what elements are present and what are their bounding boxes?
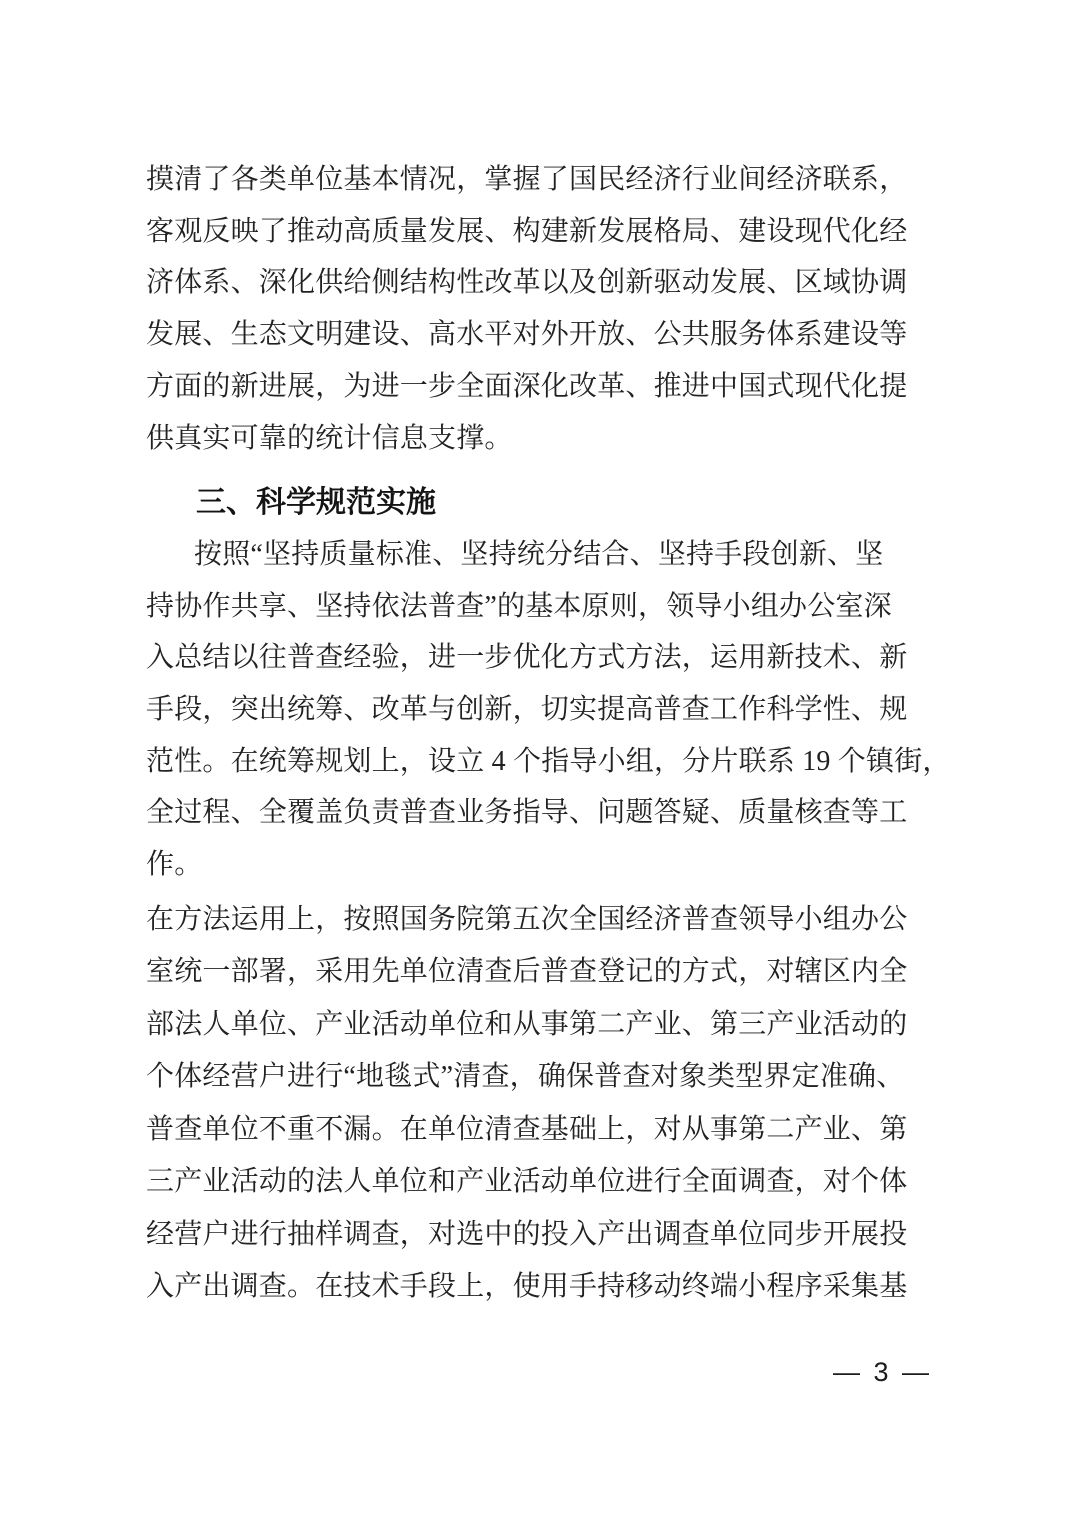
text-line: 济体系、深化供给侧结构性改革以及创新驱动发展、区域协调: [146, 267, 908, 299]
text-line: 摸清了各类单位基本情况，掌握了国民经济行业间经济联系，: [146, 164, 908, 195]
text-line: 按照“坚持质量标准、坚持统分结合、坚持手段创新、坚: [194, 538, 884, 570]
text-line: 入总结以往普查经验，进一步优化方式方法，运用新技术、新: [146, 642, 908, 674]
document-body: [146, 154, 951, 1314]
text-line: 持协作共享、坚持依法普查”的基本原则，领导小组办公室深: [146, 590, 892, 622]
section-heading: 三、科学规范实施: [196, 486, 436, 520]
text-line: 三产业活动的法人单位和产业活动单位进行全面调查，对个体: [146, 1166, 908, 1198]
paragraph-continuation: [146, 154, 938, 464]
paragraph-method-application: [146, 894, 938, 1314]
text-line: 发展、生态文明建设、高水平对外开放、公共服务体系建设等: [146, 319, 908, 351]
text-line: 手段，突出统筹、改革与创新，切实提高普查工作科学性、规: [146, 694, 908, 726]
text-line: 在方法运用上，按照国务院第五次全国经济普查领导小组办公: [146, 903, 908, 935]
text-line: 个体经营户进行“地毯式”清查，确保普查对象类型界定准确、: [146, 1061, 905, 1093]
text-line: 部法人单位、产业活动单位和从事第二产业、第三产业活动的: [146, 1008, 908, 1040]
text-line: 室统一部署，采用先单位清查后普查登记的方式，对辖区内全: [146, 956, 908, 988]
text-line: 范性。在统筹规划上，设立 4 个指导小组，分片联系 19 个镇街，: [146, 745, 951, 777]
text-line: 经营户进行抽样调查，对选中的投入产出调查单位同步开展投: [146, 1218, 908, 1250]
paragraph-implementation-principles: [146, 529, 951, 891]
page-number: — 3 —: [832, 1357, 932, 1387]
text-line: 客观反映了推动高质量发展、构建新发展格局、建设现代化经: [146, 215, 908, 247]
text-line: 全过程、全覆盖负责普查业务指导、问题答疑、质量核查等工: [146, 797, 908, 829]
text-line: 供真实可靠的统计信息支撑。: [146, 422, 513, 454]
text-line: 普查单位不重不漏。在单位清查基础上，对从事第二产业、第: [146, 1113, 908, 1145]
text-line: 方面的新进展，为进一步全面深化改革、推进中国式现代化提: [146, 370, 908, 402]
text-line: 入产出调查。在技术手段上，使用手持移动终端小程序采集基: [146, 1271, 908, 1303]
text-line: 作。: [146, 849, 203, 881]
